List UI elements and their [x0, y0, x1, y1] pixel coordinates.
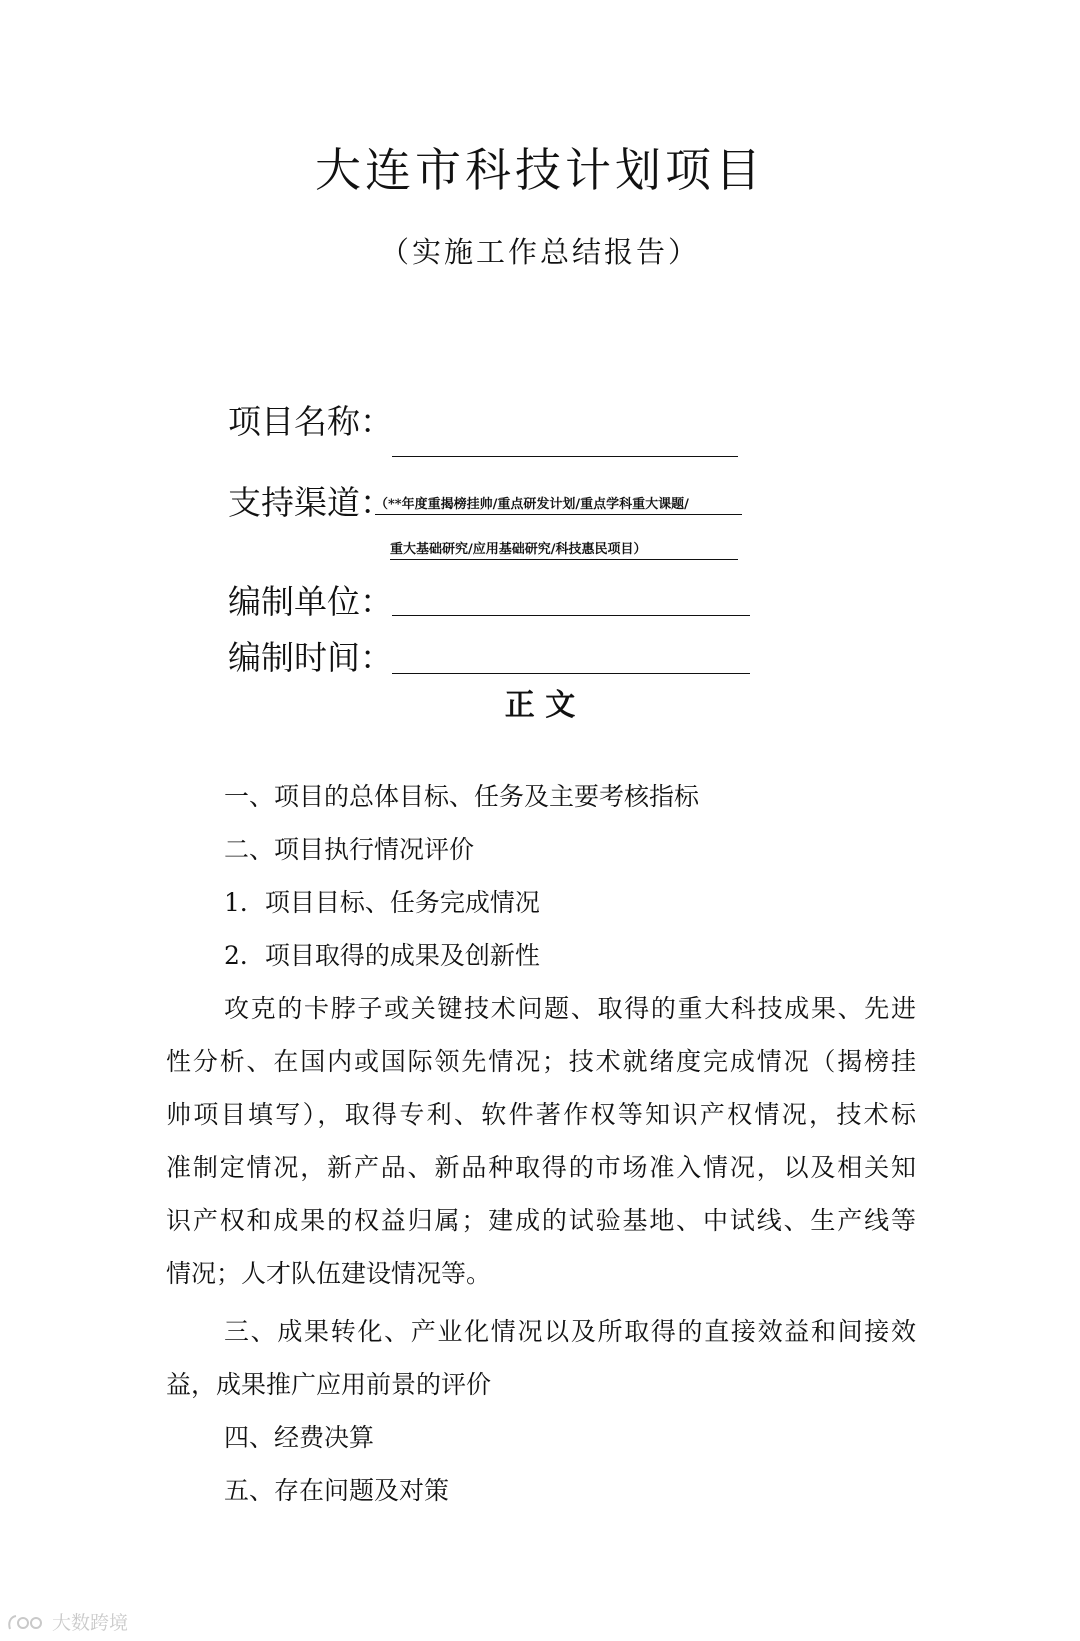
support-channel-underline-2 [390, 559, 738, 560]
watermark [6, 1612, 128, 1634]
support-channel-underline-1 [375, 514, 742, 515]
compiling-unit-label: 编制单位： [228, 582, 393, 621]
item-2-heading: 2．项目取得的成果及创新性 [224, 941, 540, 970]
section-4-heading: 四、经费决算 [224, 1423, 375, 1452]
section-2-heading: 二、项目执行情况评价 [224, 835, 475, 864]
item-1-heading: 1．项目目标、任务完成情况 [224, 888, 540, 917]
document-title: 大连市科技计划项目 [315, 143, 765, 197]
paragraph-line: 情况；人才队伍建设情况等。 [166, 1259, 492, 1288]
brand-logo-icon [6, 1613, 46, 1633]
paragraph-line: 准制定情况，新产品、新品种取得的市场准入情况，以及相关知 [166, 1153, 916, 1182]
compiling-time-blank-line [392, 673, 750, 674]
paragraph-line: 性分析、在国内或国际领先情况；技术就绪度完成情况（揭榜挂 [166, 1047, 916, 1076]
section-3-heading-line: 益，成果推广应用前景的评价 [166, 1370, 492, 1399]
paragraph-line: 攻克的卡脖子或关键技术问题、取得的重大科技成果、先进 [224, 994, 916, 1023]
paragraph-line: 帅项目填写），取得专利、软件著作权等知识产权情况，技术标 [166, 1100, 916, 1129]
project-name-blank-line [392, 456, 738, 457]
support-channel-text-line1: （**年度重揭榜挂帅/重点研发计划/重点学科重大课题/ [375, 497, 689, 512]
compiling-time-label: 编制时间： [228, 638, 393, 677]
body-heading: 正 文 [504, 688, 576, 723]
project-name-label: 项目名称： [228, 402, 393, 441]
support-channel-label: 支持渠道： [228, 483, 393, 522]
support-channel-text-line2: 重大基础研究/应用基础研究/科技惠民项目） [390, 542, 647, 557]
document-subtitle: （实施工作总结报告） [379, 235, 700, 269]
section-3-heading-line: 三、成果转化、产业化情况以及所取得的直接效益和间接效 [224, 1317, 916, 1346]
compiling-unit-blank-line [392, 615, 750, 616]
paragraph-line: 识产权和成果的权益归属；建成的试验基地、中试线、生产线等 [166, 1206, 916, 1235]
section-1-heading: 一、项目的总体目标、任务及主要考核指标 [224, 782, 700, 811]
watermark-text: 大数跨境 [52, 1612, 129, 1634]
section-5-heading: 五、存在问题及对策 [224, 1476, 450, 1505]
